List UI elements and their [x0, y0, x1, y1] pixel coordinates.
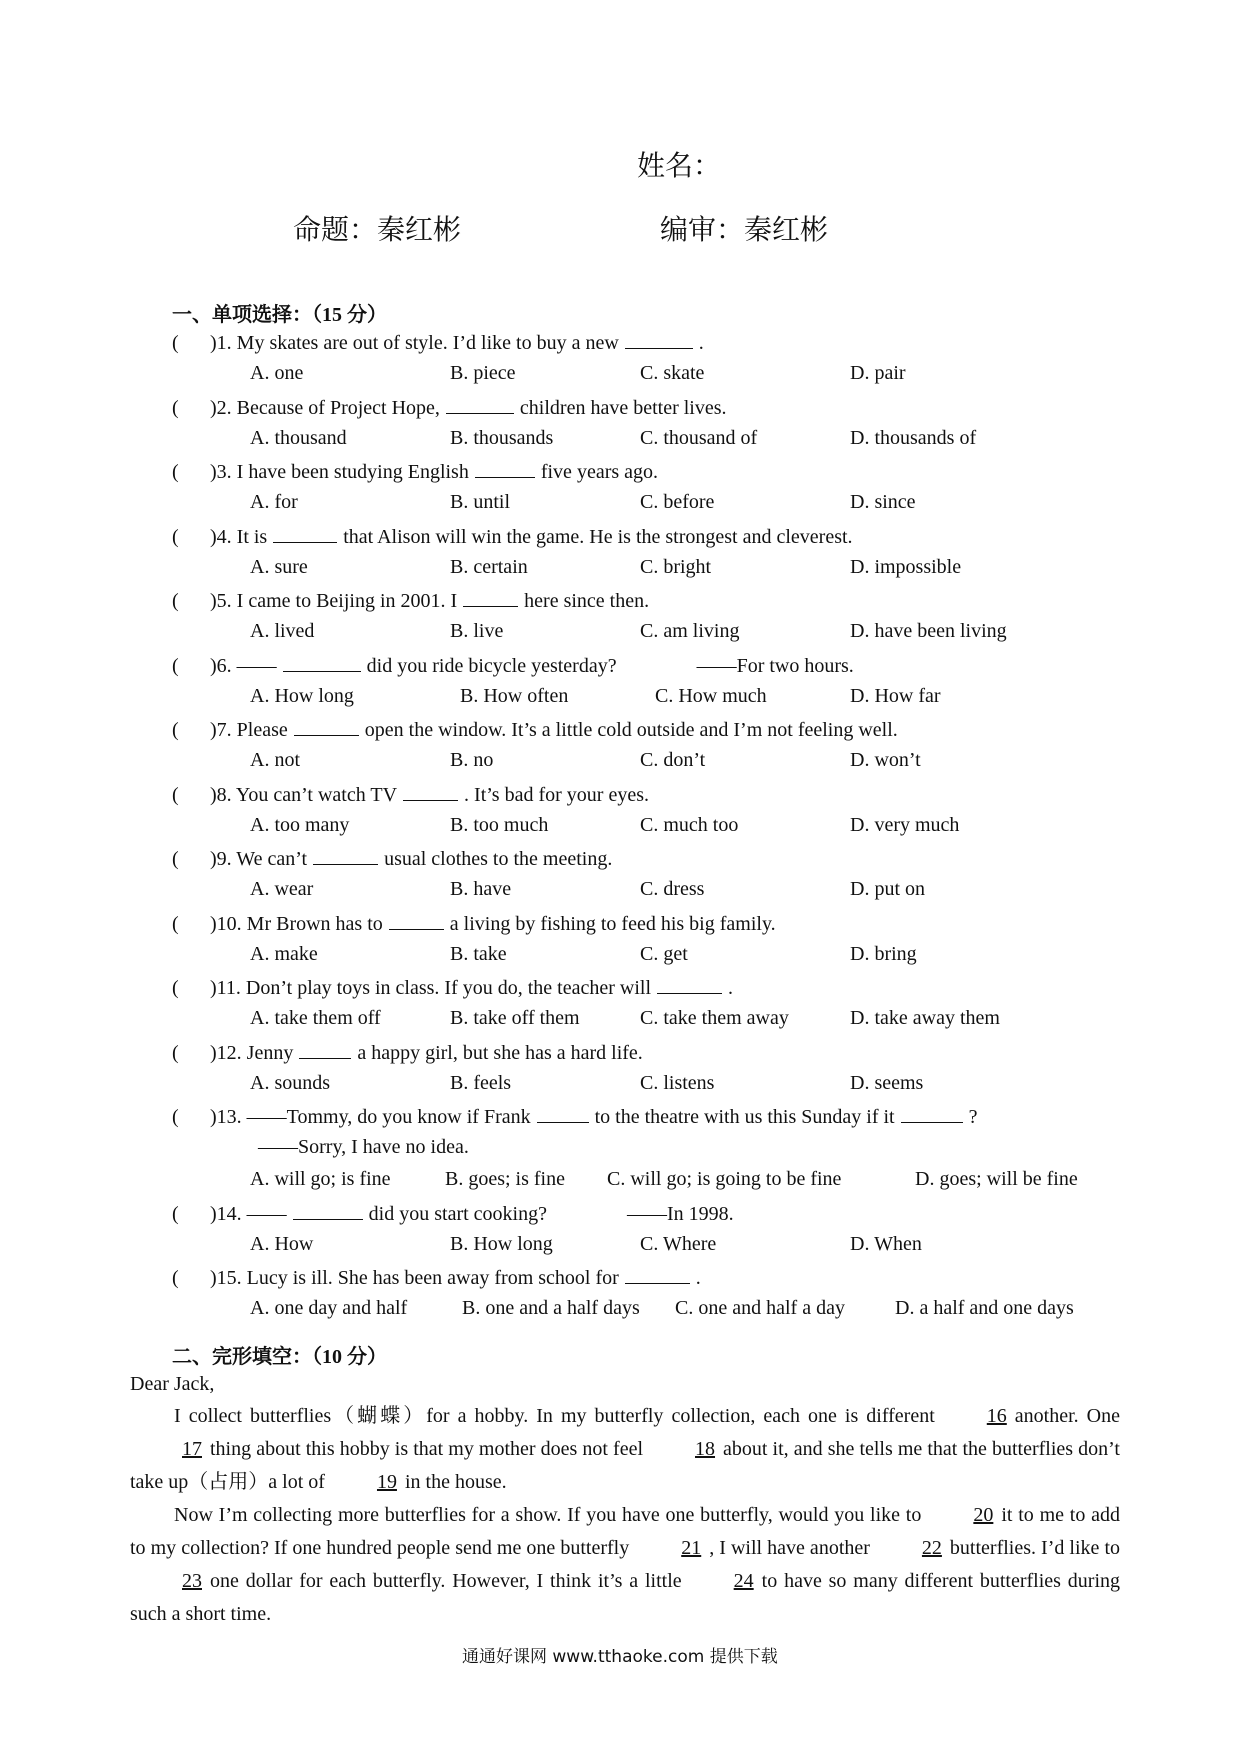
question-2 [172, 395, 727, 420]
question-9 [172, 846, 612, 871]
cloze-blank-21[interactable]: 21 [681, 1537, 702, 1559]
cloze-text: I collect butterflies（蝴蝶）for a hobby. In my butterfly collection, each one is different [174, 1405, 935, 1427]
option-b[interactable]: B. until [450, 491, 511, 513]
option-d[interactable]: D. goes; will be fine [915, 1168, 1078, 1190]
cloze-blank-23[interactable]: 23 [182, 1570, 202, 1592]
option-c[interactable]: C. skate [640, 362, 705, 384]
footer-source: 通通好课网 www.tthaoke.com 提供下载 [462, 1647, 778, 1667]
answer-paren[interactable]: ( [172, 461, 179, 483]
question-stem: )9. We can’t [210, 848, 308, 870]
option-d[interactable]: D. pair [850, 362, 906, 384]
cloze-text: another. One [1014, 1405, 1121, 1427]
option-d[interactable]: D. since [850, 491, 916, 513]
option-c[interactable]: C. before [640, 491, 715, 513]
answer-paren[interactable]: ( [172, 590, 179, 612]
option-a[interactable]: A. one day and half [250, 1297, 408, 1319]
option-a[interactable]: A. How long [250, 684, 354, 707]
answer-blank[interactable] [403, 782, 458, 801]
option-d[interactable]: D. put on [850, 878, 925, 900]
option-a[interactable]: A. take them off [250, 1007, 381, 1029]
question-stem-end: . It’s bad for your eyes. [464, 783, 649, 806]
option-b[interactable]: B. live [450, 620, 504, 642]
answer-blank[interactable] [294, 717, 359, 736]
question-4 [172, 524, 853, 549]
section2-title: 二、完形填空：（10 分） [172, 1346, 387, 1368]
option-b[interactable]: B. How long [450, 1232, 553, 1255]
question-stem-end: usual clothes to the meeting. [384, 848, 613, 870]
answer-paren[interactable]: ( [172, 1202, 179, 1225]
option-a[interactable]: A. one [250, 362, 304, 384]
option-b[interactable]: B. too much [450, 813, 549, 836]
cloze-blank-22[interactable]: 22 [921, 1537, 942, 1559]
question-stem: )7. Please [210, 719, 288, 741]
question-stem: )1. My skates are out of style. I’d like to buy a new [210, 332, 619, 354]
cloze-text: , I will have another [709, 1537, 870, 1559]
question-stem-end: did you start cooking? [368, 1202, 547, 1225]
question-7 [172, 717, 898, 742]
question-stem-end: . [695, 1267, 701, 1289]
question-stem: )14. —— [210, 1202, 287, 1225]
option-a[interactable]: A. sounds [250, 1071, 331, 1094]
answer-blank-2[interactable] [901, 1104, 963, 1123]
question-stem-end: . [698, 332, 704, 354]
option-a[interactable]: A. make [250, 942, 318, 965]
answer-paren[interactable]: ( [172, 1267, 179, 1289]
answer-paren[interactable]: ( [172, 396, 179, 419]
author-label: 命题：秦红彬 [293, 215, 462, 246]
answer-blank[interactable] [625, 330, 693, 349]
option-a[interactable]: A. thousand [250, 426, 347, 449]
answer-paren[interactable]: ( [172, 654, 179, 677]
option-a[interactable]: A. not [250, 749, 300, 771]
question-reply: ——In 1998. [626, 1202, 734, 1225]
answer-blank[interactable] [273, 524, 337, 543]
option-c[interactable]: C. bright [640, 555, 712, 578]
question-8 [172, 782, 649, 807]
question-stem-end: did you ride bicycle yesterday? [366, 654, 617, 677]
option-a[interactable]: A. sure [250, 555, 308, 578]
cloze-text: to have so many different butterflies during such a short time. [130, 1570, 1120, 1625]
question-stem: )2. Because of Project Hope, [210, 396, 440, 419]
question-stem-end: that Alison will win the game. He is the strongest and cleverest. [343, 525, 853, 548]
option-d[interactable]: D. have been living [850, 620, 1007, 642]
question-reply: ——For two hours. [696, 654, 854, 677]
question-stem: )8. You can’t watch TV [210, 783, 398, 806]
option-b[interactable]: B. thousands [450, 426, 554, 449]
section1-title: 一、单项选择：（15 分） [172, 304, 387, 326]
cloze-blank-18[interactable]: 18 [695, 1438, 716, 1460]
answer-blank[interactable] [625, 1265, 690, 1284]
option-a[interactable]: A. lived [250, 620, 315, 642]
option-c[interactable]: C. thousand of [640, 426, 758, 449]
answer-paren[interactable]: ( [172, 1106, 179, 1128]
option-a[interactable]: A. too many [250, 813, 350, 836]
option-a[interactable]: A. wear [250, 878, 314, 900]
answer-blank[interactable] [299, 1040, 351, 1059]
cloze-blank-17[interactable]: 17 [182, 1438, 202, 1460]
option-d[interactable]: D. a half and one days [895, 1297, 1074, 1319]
name-label: 姓名： [637, 151, 722, 182]
option-c[interactable]: C. one and half a day [675, 1297, 845, 1319]
option-b[interactable]: B. take off them [450, 1007, 580, 1029]
question-1 [172, 330, 704, 355]
question-3 [172, 459, 658, 484]
cloze-paragraph-1 [130, 1400, 1120, 1499]
answer-paren[interactable]: ( [172, 332, 179, 354]
question-stem-end: . [728, 977, 734, 999]
option-a[interactable]: A. will go; is fine [250, 1168, 391, 1190]
answer-blank[interactable] [446, 395, 514, 414]
option-a[interactable]: A. How [250, 1232, 314, 1255]
option-c[interactable]: C. Where [640, 1232, 717, 1255]
answer-paren[interactable]: ( [172, 912, 179, 935]
option-c[interactable]: C. will go; is going to be fine [607, 1168, 842, 1190]
question-stem: )3. I have been studying English [210, 461, 469, 483]
question-stem-end: a happy girl, but she has a hard life. [357, 1041, 643, 1064]
option-d[interactable]: D. very much [850, 813, 960, 836]
option-b[interactable]: B. take [450, 942, 507, 965]
question-5 [172, 588, 649, 613]
cloze-blank-20[interactable]: 20 [973, 1504, 994, 1526]
question-12 [172, 1040, 643, 1065]
question-13 [172, 1104, 977, 1129]
option-b[interactable]: B. piece [450, 362, 516, 384]
answer-blank[interactable] [283, 653, 361, 672]
option-c[interactable]: C. dress [640, 878, 705, 900]
answer-paren[interactable]: ( [172, 1041, 179, 1064]
option-b[interactable]: B. How often [460, 684, 569, 707]
reviewer-label: 编审：秦红彬 [660, 215, 829, 246]
cloze-text: butterflies. I’d like to [949, 1537, 1121, 1559]
cloze-text: in the house. [404, 1471, 507, 1493]
question-stem: )10. Mr Brown has to [210, 912, 383, 935]
answer-blank[interactable] [537, 1104, 589, 1123]
option-d[interactable]: D. How far [850, 684, 941, 707]
option-b[interactable]: B. goes; is fine [445, 1168, 565, 1190]
cloze-blank-24[interactable]: 24 [733, 1570, 754, 1592]
question-stem: )13. ——Tommy, do you know if Frank [210, 1106, 531, 1128]
answer-paren[interactable]: ( [172, 848, 179, 870]
question-stem: )15. Lucy is ill. She has been away from school for [210, 1267, 619, 1289]
question-stem: )11. Don’t play toys in class. If you do, the teacher will [210, 977, 652, 999]
option-b[interactable]: B. have [450, 878, 512, 900]
option-d[interactable]: D. impossible [850, 555, 962, 578]
answer-blank[interactable] [389, 911, 444, 930]
question-stem: )6. —— [210, 654, 277, 677]
answer-blank[interactable] [463, 588, 518, 607]
question-stem: )12. Jenny [210, 1041, 294, 1064]
question-stem-end: a living by fishing to feed his big family. [449, 912, 776, 935]
option-d[interactable]: D. thousands of [850, 426, 977, 449]
answer-paren[interactable]: ( [172, 977, 179, 999]
option-c[interactable]: C. get [640, 942, 688, 965]
cloze-text: Now I’m collecting more butterflies for a show. If you have one butterfly, would you like to [174, 1504, 922, 1526]
question-stem-end: children have better lives. [519, 396, 727, 419]
option-d[interactable]: D. won’t [850, 749, 921, 771]
question-stem: )4. It is [210, 525, 268, 548]
option-d[interactable]: D. seems [850, 1071, 924, 1094]
question-11 [172, 975, 733, 1000]
option-c[interactable]: C. How much [655, 684, 767, 707]
question-stem-end: to the theatre with us this Sunday if it [594, 1106, 895, 1128]
answer-paren[interactable]: ( [172, 783, 179, 806]
cloze-text: thing about this hobby is that my mother does not feel [210, 1438, 644, 1460]
question-stem-end: open the window. It’s a little cold outside and I’m not feeling well. [364, 719, 898, 741]
option-a[interactable]: A. for [250, 491, 298, 513]
option-c[interactable]: C. much too [640, 813, 739, 836]
question-6 [172, 653, 854, 678]
option-b[interactable]: B. one and a half days [462, 1297, 640, 1319]
question-stem-end: five years ago. [540, 461, 659, 483]
cloze-text: it to me to add to my collection? If one hundred people send me one butterfly [130, 1504, 1120, 1559]
answer-blank[interactable] [313, 846, 378, 865]
answer-paren[interactable]: ( [172, 525, 179, 548]
letter-greeting: Dear Jack, [130, 1373, 215, 1395]
cloze-text: about it, and she tells me that the butterflies don’t take up（占用）a lot of [130, 1438, 1120, 1493]
question-13-reply: ——Sorry, I have no idea. [258, 1136, 469, 1158]
option-b[interactable]: B. feels [450, 1071, 512, 1094]
option-d[interactable]: D. bring [850, 942, 917, 965]
option-d[interactable]: D. When [850, 1232, 922, 1255]
cloze-paragraph-2 [130, 1499, 1120, 1631]
option-b[interactable]: B. certain [450, 555, 528, 578]
option-c[interactable]: C. am living [640, 620, 740, 642]
cloze-blank-19[interactable]: 19 [376, 1471, 397, 1493]
answer-blank[interactable] [475, 459, 535, 478]
option-d[interactable]: D. take away them [850, 1007, 1000, 1029]
question-14 [172, 1201, 734, 1226]
answer-blank[interactable] [657, 975, 722, 994]
cloze-blank-16[interactable]: 16 [986, 1405, 1007, 1427]
option-b[interactable]: B. no [450, 749, 494, 771]
question-stem: )5. I came to Beijing in 2001. I [210, 590, 458, 612]
question-stem-end: here since then. [524, 590, 650, 612]
question-15 [172, 1265, 701, 1290]
option-c[interactable]: C. listens [640, 1071, 715, 1094]
question-stem-tail: ? [968, 1106, 978, 1128]
answer-paren[interactable]: ( [172, 719, 179, 741]
answer-blank[interactable] [293, 1201, 363, 1220]
option-c[interactable]: C. don’t [640, 749, 706, 771]
cloze-text: one dollar for each butterfly. However, I think it’s a little [210, 1570, 682, 1592]
question-10 [172, 911, 776, 936]
option-c[interactable]: C. take them away [640, 1007, 789, 1029]
